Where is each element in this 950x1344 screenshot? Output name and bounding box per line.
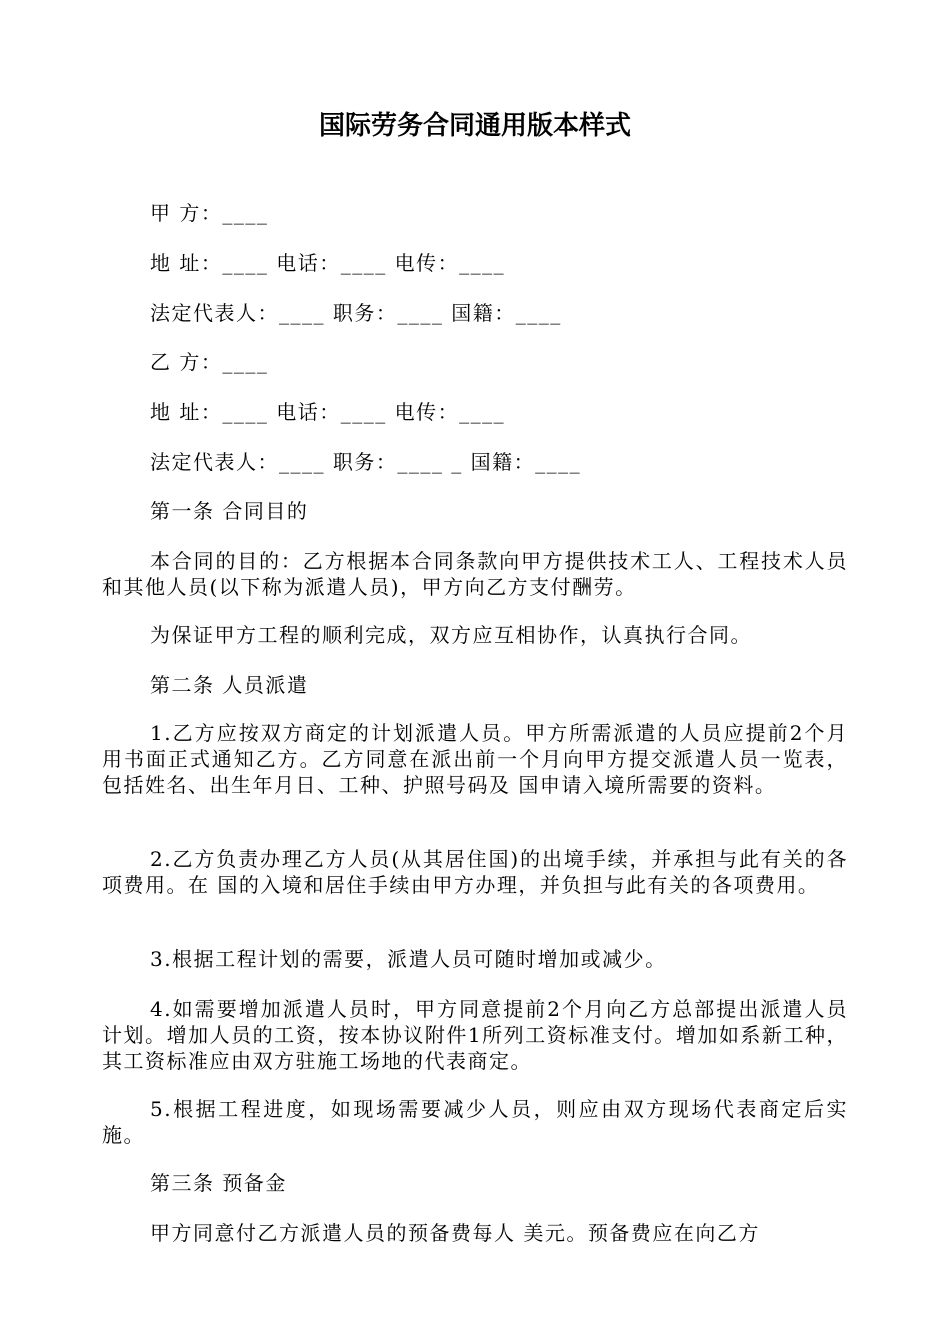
article-2-heading: 第二条 人员派遣	[150, 673, 309, 697]
party-b-contact: 地 址：____ 电话：____ 电传：____	[150, 400, 506, 424]
article-3-reserve-fund: 甲方同意付乙方派遣人员的预备费每人 美元。预备费应在向乙方	[150, 1221, 760, 1245]
party-b-representative: 法定代表人：____ 职务：____ _ 国籍：____	[150, 450, 582, 474]
party-a-representative: 法定代表人：____ 职务：____ 国籍：____	[150, 301, 562, 325]
article-2-item-3: 3.根据工程计划的需要，派遣人员可随时增加或减少。	[150, 947, 667, 971]
party-a-name: 甲 方：____	[150, 201, 269, 225]
article-1-purpose: 本合同的目的：乙方根据本合同条款向甲方提供技术工人、工程技术人员和其他人员(以下称为派遣人员)，甲方向乙方支付酬劳。	[102, 549, 848, 599]
article-2-item-2: 2.乙方负责办理乙方人员(从其居住国)的出境手续，并承担与此有关的各项费用。在 国的入境和居住手续由甲方办理，并负担与此有关的各项费用。	[102, 847, 848, 897]
document-title: 国际劳务合同通用版本样式	[318, 111, 631, 141]
article-2-item-5: 5.根据工程进度，如现场需要减少人员，则应由双方现场代表商定后实施。	[102, 1097, 848, 1147]
article-1-heading: 第一条 合同目的	[150, 499, 309, 523]
article-2-item-1: 1.乙方应按双方商定的计划派遣人员。甲方所需派遣的人员应提前2个月用书面正式通知乙方。乙方同意在派出前一个月向甲方提交派遣人员一览表，包括姓名、出生年月日、工种、护照号码及 国申请入境所需要的资料。	[102, 721, 848, 797]
article-3-heading: 第三条 预备金	[150, 1171, 287, 1195]
article-2-item-4: 4.如需要增加派遣人员时，甲方同意提前2个月向乙方总部提出派遣人员计划。增加人员的工资，按本协议附件1所列工资标准支付。增加如系新工种，其工资标准应由双方驻施工场地的代表商定。	[102, 997, 848, 1073]
party-a-contact: 地 址：____ 电话：____ 电传：____	[150, 251, 506, 275]
article-1-cooperation: 为保证甲方工程的顺利完成，双方应互相协作，认真执行合同。	[150, 623, 752, 647]
party-b-name: 乙 方：____	[150, 350, 269, 374]
